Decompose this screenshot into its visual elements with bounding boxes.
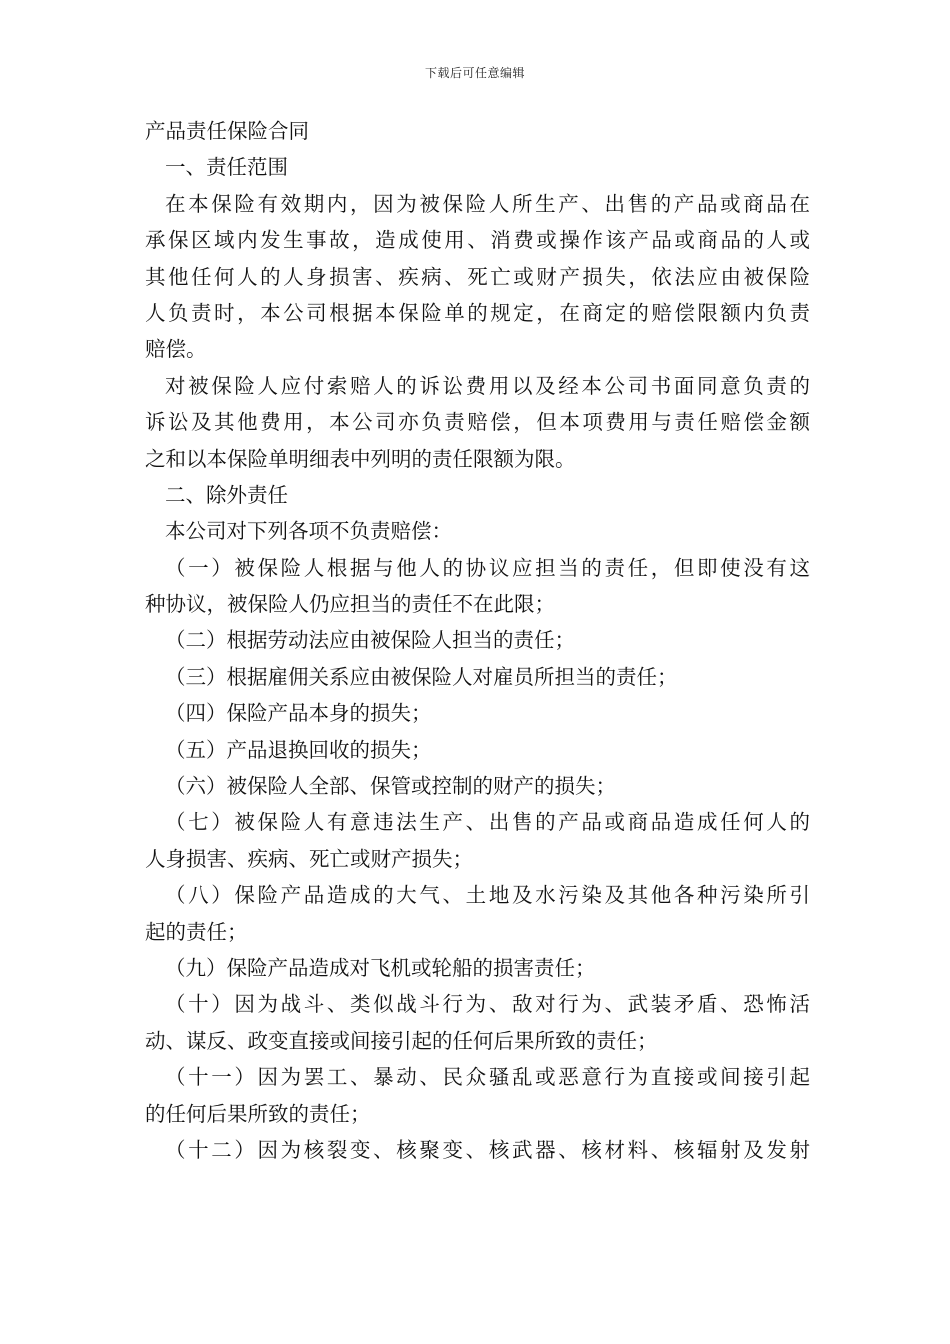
header-note: 下载后可任意编辑 bbox=[424, 66, 525, 80]
paragraph-line: 承保区域内发生事故，造成使用、消费或操作该产品或商品的人或 bbox=[145, 228, 810, 253]
list-item bbox=[145, 1132, 810, 1168]
list-item bbox=[145, 768, 810, 804]
list-item bbox=[145, 550, 810, 623]
list-item-line: （三）根据雇佣关系应由被保险人对雇员所担当的责任； bbox=[165, 664, 678, 689]
paragraph bbox=[145, 186, 810, 368]
list-item-line: 人身损害、疾病、死亡或财产损失； bbox=[145, 846, 473, 871]
document-body bbox=[145, 113, 810, 1168]
paragraph-line: 在本保险有效期内，因为被保险人所生产、出售的产品或商品在 bbox=[165, 191, 810, 216]
list-item bbox=[145, 1059, 810, 1132]
list-item bbox=[145, 950, 810, 986]
paragraph-line: 人负责时，本公司根据本保险单的规定，在商定的赔偿限额内负责 bbox=[145, 300, 810, 325]
paragraph-line: 其他任何人的人身损害、疾病、死亡或财产损失，依法应由被保险 bbox=[145, 264, 810, 289]
list-item-line: （四）保险产品本身的损失； bbox=[165, 701, 432, 726]
section-heading: 二、除外责任 bbox=[165, 482, 288, 507]
paragraph-line: 之和以本保险单明细表中列明的责任限额为限。 bbox=[145, 446, 576, 471]
document-title: 产品责任保险合同 bbox=[145, 119, 309, 143]
list-item-line: （十二）因为核裂变、核聚变、核武器、核材料、核辐射及发射 bbox=[165, 1137, 810, 1162]
list-item bbox=[145, 732, 810, 768]
paragraph-line: 诉讼及其他费用，本公司亦负责赔偿，但本项费用与责任赔偿金额 bbox=[145, 410, 810, 435]
list-item-line: （八）保险产品造成的大气、土地及水污染及其他各种污染所引 bbox=[165, 883, 810, 908]
list-item-line: （七）被保险人有意违法生产、出售的产品或商品造成任何人的 bbox=[165, 810, 810, 835]
list-item-line: （九）保险产品造成对飞机或轮船的损害责任； bbox=[165, 955, 596, 980]
list-item-line: （十一）因为罢工、暴动、民众骚乱或恶意行为直接或间接引起 bbox=[165, 1065, 810, 1090]
list-item-line: （一）被保险人根据与他人的协议应担当的责任，但即使没有这 bbox=[165, 555, 810, 580]
list-item-line: 动、谋反、政变直接或间接引起的任何后果所致的责任； bbox=[145, 1028, 658, 1053]
section-heading: 一、责任范围 bbox=[165, 155, 288, 180]
list-item-line: 种协议，被保险人仍应担当的责任不在此限； bbox=[145, 592, 555, 617]
list-item-line: （六）被保险人全部、保管或控制的财产的损失； bbox=[165, 774, 616, 799]
list-item bbox=[145, 877, 810, 950]
list-item-line: 起的责任； bbox=[145, 919, 248, 944]
list-item-line: （五）产品退换回收的损失； bbox=[165, 737, 432, 762]
list-item bbox=[145, 804, 810, 877]
paragraph-line: 对被保险人应付索赔人的诉讼费用以及经本公司书面同意负责的 bbox=[165, 373, 810, 398]
list-item bbox=[145, 659, 810, 695]
list-item bbox=[145, 986, 810, 1059]
list-item-line: （二）根据劳动法应由被保险人担当的责任； bbox=[165, 628, 575, 653]
list-item bbox=[145, 622, 810, 658]
list-item-line: 的任何后果所致的责任； bbox=[145, 1101, 371, 1126]
paragraph-line: 本公司对下列各项不负责赔偿： bbox=[165, 519, 452, 544]
paragraph-line: 赔偿。 bbox=[145, 337, 207, 362]
list-item-line: （十）因为战斗、类似战斗行为、敌对行为、武装矛盾、恐怖活 bbox=[165, 992, 810, 1017]
list-item bbox=[145, 695, 810, 731]
paragraph bbox=[145, 368, 810, 477]
